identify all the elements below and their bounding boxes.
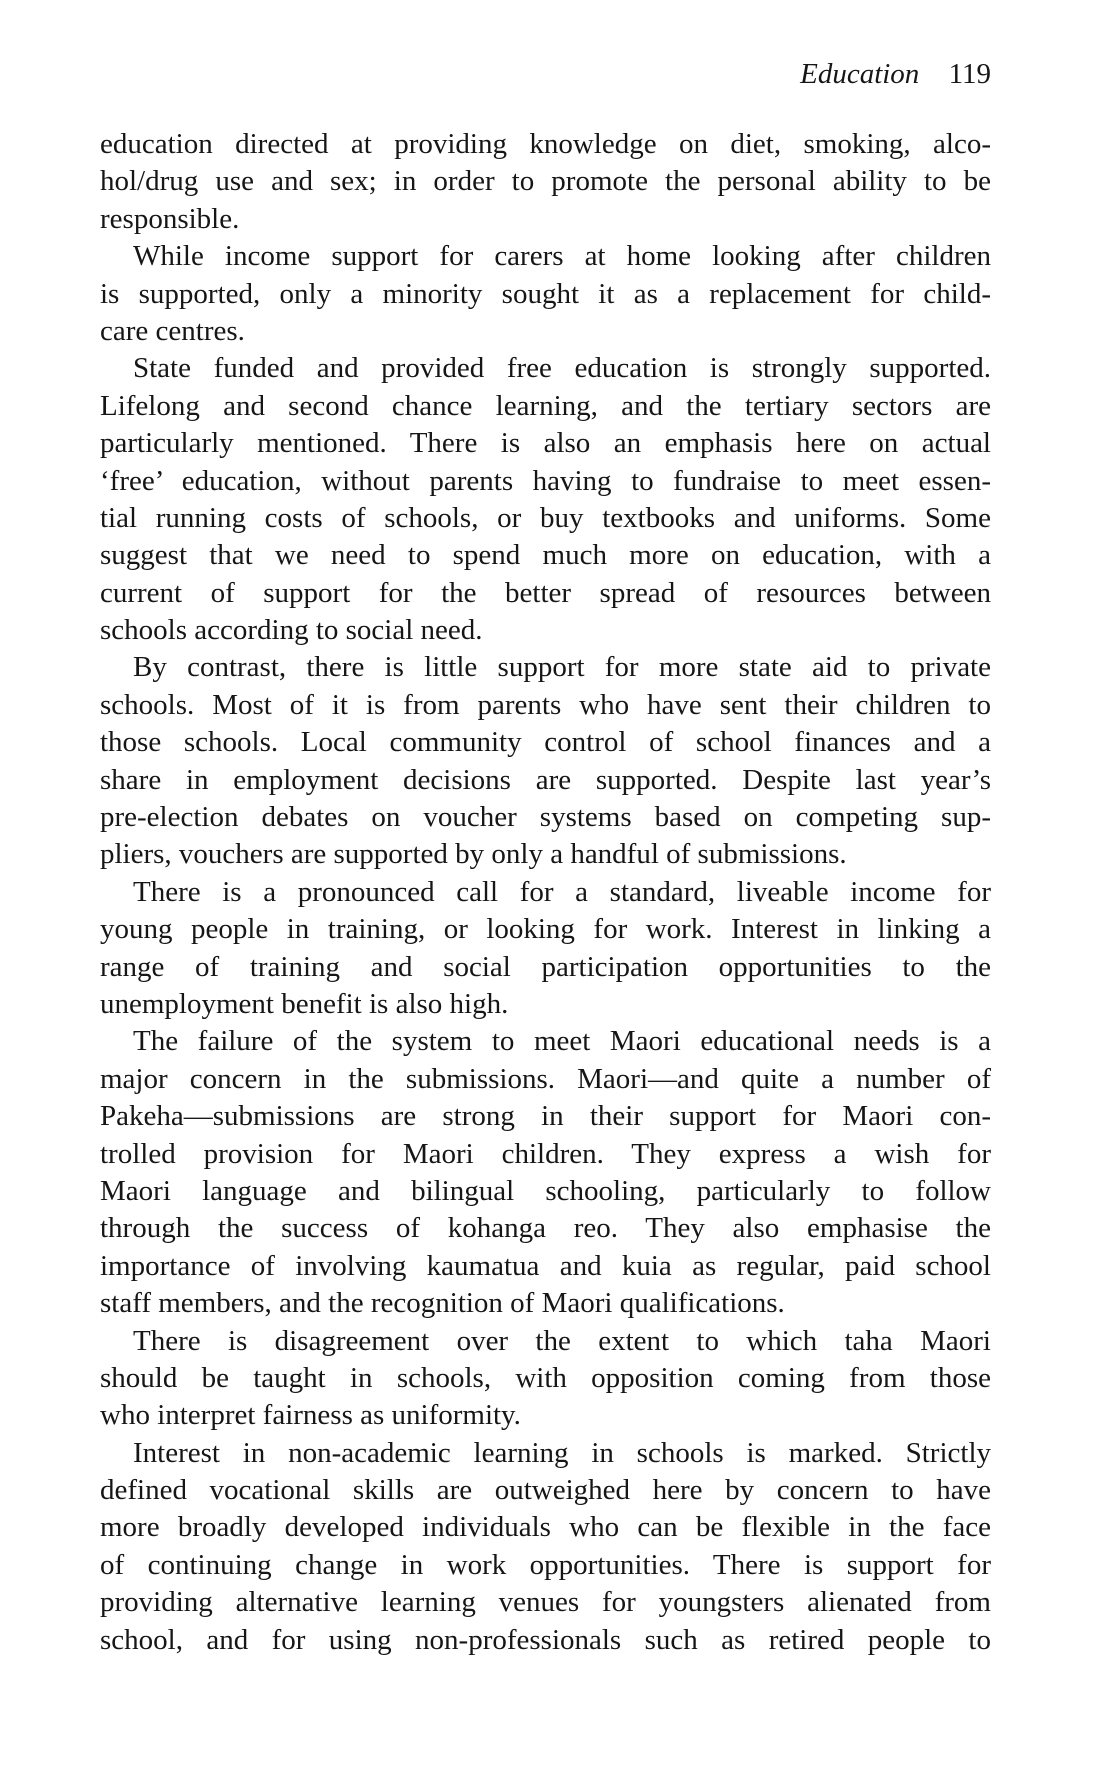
paragraph <box>100 1435 991 1659</box>
text-line: school, and for using non-professionals such as retired people to <box>100 1623 991 1656</box>
text-line: State funded and provided free education is strongly supported. <box>133 352 991 385</box>
text-line: more broadly developed individuals who can be flexible in the face <box>100 1511 991 1544</box>
text-line: responsible. <box>100 202 240 235</box>
text-line: trolled provision for Maori children. They express a wish for <box>100 1137 991 1170</box>
paragraph <box>100 238 991 350</box>
text-line: By contrast, there is little support for more state aid to private <box>133 651 991 684</box>
paragraph <box>100 649 991 873</box>
text-line: major concern in the submissions. Maori—and quite a number of <box>100 1062 991 1095</box>
text-line: those schools. Local community control of school finances and a <box>100 726 991 759</box>
text-line: of continuing change in work opportunities. There is support for <box>100 1548 991 1581</box>
paragraph <box>100 1023 991 1322</box>
text-line: While income support for carers at home looking after children <box>133 240 991 273</box>
text-line: particularly mentioned. There is also an emphasis here on actual <box>100 427 991 460</box>
text-line: pre-election debates on voucher systems based on competing sup- <box>100 801 991 834</box>
running-head <box>800 58 991 91</box>
text-line: schools according to social need. <box>100 614 483 647</box>
text-line: education directed at providing knowledge on diet, smoking, alco- <box>100 128 991 160</box>
text-line: Lifelong and second chance learning, and the tertiary sectors are <box>100 389 991 422</box>
paragraph <box>100 350 991 649</box>
text-line: ‘free’ education, without parents having to fundraise to meet essen- <box>100 464 991 497</box>
text-line: range of training and social participation opportunities to the <box>100 950 991 983</box>
running-head-title: Education <box>800 58 920 90</box>
text-line: hol/drug use and sex; in order to promote the personal ability to be <box>100 165 991 198</box>
text-line: tial running costs of schools, or buy textbooks and uniforms. Some <box>100 501 991 534</box>
text-line: defined vocational skills are outweighed here by concern to have <box>100 1474 991 1507</box>
text-line: is supported, only a minority sought it as a replacement for child- <box>100 277 991 310</box>
text-line: care centres. <box>100 314 245 347</box>
text-line: through the success of kohanga reo. They also emphasise the <box>100 1212 991 1245</box>
text-line: There is a pronounced call for a standard, liveable income for <box>133 875 991 908</box>
text-line: should be taught in schools, with opposition coming from those <box>100 1361 991 1394</box>
text-line: schools. Most of it is from parents who have sent their children to <box>100 688 991 721</box>
body-text <box>100 126 991 1659</box>
paragraph <box>100 126 991 238</box>
text-line: staff members, and the recognition of Maori qualifications. <box>100 1287 785 1320</box>
text-line: unemployment benefit is also high. <box>100 987 509 1020</box>
text-line: share in employment decisions are supported. Despite last year’s <box>100 763 991 796</box>
text-line: pliers, vouchers are supported by only a handful of submissions. <box>100 838 847 871</box>
text-line: young people in training, or looking for work. Interest in linking a <box>100 913 991 946</box>
text-line: Pakeha—submissions are strong in their support for Maori con- <box>100 1100 991 1133</box>
paragraph <box>100 1323 991 1435</box>
text-line: Maori language and bilingual schooling, particularly to follow <box>100 1174 991 1207</box>
text-line: suggest that we need to spend much more on education, with a <box>100 539 991 572</box>
page-number: 119 <box>948 58 991 90</box>
text-line: who interpret fairness as uniformity. <box>100 1399 521 1432</box>
text-line: There is disagreement over the extent to which taha Maori <box>133 1324 991 1357</box>
text-line: Interest in non-academic learning in schools is marked. Strictly <box>133 1436 991 1469</box>
text-line: providing alternative learning venues for youngsters alienated from <box>100 1586 991 1619</box>
text-line: The failure of the system to meet Maori educational needs is a <box>133 1025 991 1058</box>
paragraph <box>100 874 991 1024</box>
text-line: importance of involving kaumatua and kuia as regular, paid school <box>100 1249 991 1282</box>
text-line: current of support for the better spread of resources between <box>100 576 991 609</box>
